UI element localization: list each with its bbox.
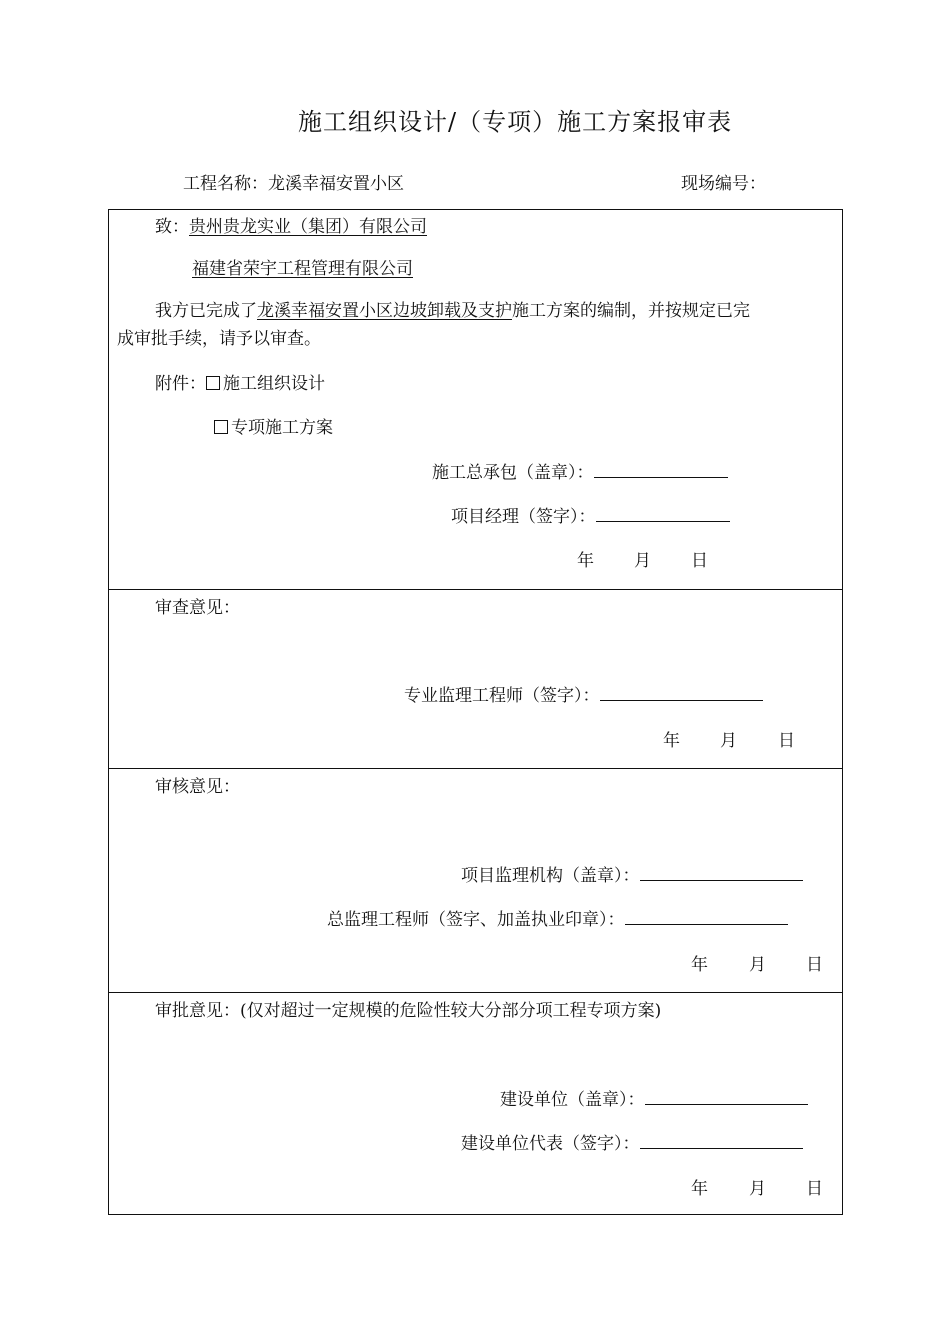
date-day: 日: [778, 731, 795, 751]
date-day: 日: [806, 955, 823, 975]
owner-representative-signature: [461, 1129, 803, 1154]
attachment-label: 附件：: [155, 374, 206, 394]
date-year: 年: [691, 1179, 708, 1199]
date-month: 月: [749, 955, 766, 975]
section-divider: [108, 992, 843, 993]
signature-line[interactable]: [594, 463, 728, 478]
general-contractor-label: 施工总承包（盖章）：: [432, 463, 594, 483]
attachment-row-1: [155, 369, 325, 394]
recipient-line-1: [155, 212, 427, 237]
owner-unit-signature: [500, 1085, 808, 1110]
statement-pre: 我方已完成了: [155, 301, 257, 321]
owner-unit-label: 建设单位（盖章）：: [500, 1090, 645, 1110]
page-title: 施工组织设计/（专项）施工方案报审表: [298, 108, 733, 136]
approval-opinion-label: 审批意见：(仅对超过一定规模的危险性较大分部分项工程专项方案): [155, 1001, 662, 1021]
supervising-engineer-signature: [404, 681, 763, 706]
date-year: 年: [691, 955, 708, 975]
chief-engineer-label: 总监理工程师（签字、加盖执业印章）：: [327, 910, 625, 930]
statement-line-2: 成审批手续，请予以审查。: [117, 329, 321, 349]
date-year: 年: [577, 551, 594, 571]
date-month: 月: [720, 731, 737, 751]
supervision-agency-label: 项目监理机构（盖章）：: [461, 866, 640, 886]
project-manager-signature: [451, 502, 730, 527]
attachment-option-2: 专项施工方案: [231, 418, 333, 438]
section-divider: [108, 768, 843, 769]
date-day: 日: [806, 1179, 823, 1199]
project-manager-label: 项目经理（签字）：: [451, 507, 596, 527]
review-opinion-label: 审查意见：: [155, 598, 240, 618]
to-label: 致：: [155, 217, 189, 237]
attachment-option-1: 施工组织设计: [223, 374, 325, 394]
checkbox-special-plan[interactable]: [214, 420, 228, 434]
signature-line[interactable]: [640, 866, 803, 881]
signature-line[interactable]: [600, 686, 763, 701]
statement-project: 龙溪幸福安置小区边坡卸载及支护: [257, 301, 512, 321]
project-name: [183, 169, 404, 194]
date-month: 月: [634, 551, 651, 571]
statement-line-1: [155, 296, 750, 321]
supervision-agency-signature: [461, 861, 803, 886]
form-table: [108, 209, 843, 1215]
supervising-engineer-label: 专业监理工程师（签字）：: [404, 686, 600, 706]
recipient-1: 贵州贵龙实业（集团）有限公司: [189, 217, 427, 237]
project-name-label: 工程名称：: [183, 174, 268, 194]
recipient-2: 福建省荣宇工程管理有限公司: [192, 259, 413, 279]
project-name-value: 龙溪幸福安置小区: [268, 174, 404, 194]
date-month: 月: [749, 1179, 766, 1199]
signature-line[interactable]: [645, 1090, 808, 1105]
signature-line[interactable]: [596, 507, 730, 522]
owner-representative-label: 建设单位代表（签字）：: [461, 1134, 640, 1154]
chief-engineer-signature: [327, 905, 788, 930]
site-number-label: 现场编号：: [681, 174, 766, 194]
section-divider: [108, 589, 843, 590]
checkbox-construction-design[interactable]: [206, 376, 220, 390]
audit-opinion-label: 审核意见：: [155, 777, 240, 797]
date-year: 年: [663, 731, 680, 751]
general-contractor-signature: [432, 458, 728, 483]
signature-line[interactable]: [625, 910, 788, 925]
statement-post: 施工方案的编制，并按规定已完: [512, 301, 750, 321]
signature-line[interactable]: [640, 1134, 803, 1149]
attachment-row-2: [214, 413, 333, 438]
date-day: 日: [691, 551, 708, 571]
